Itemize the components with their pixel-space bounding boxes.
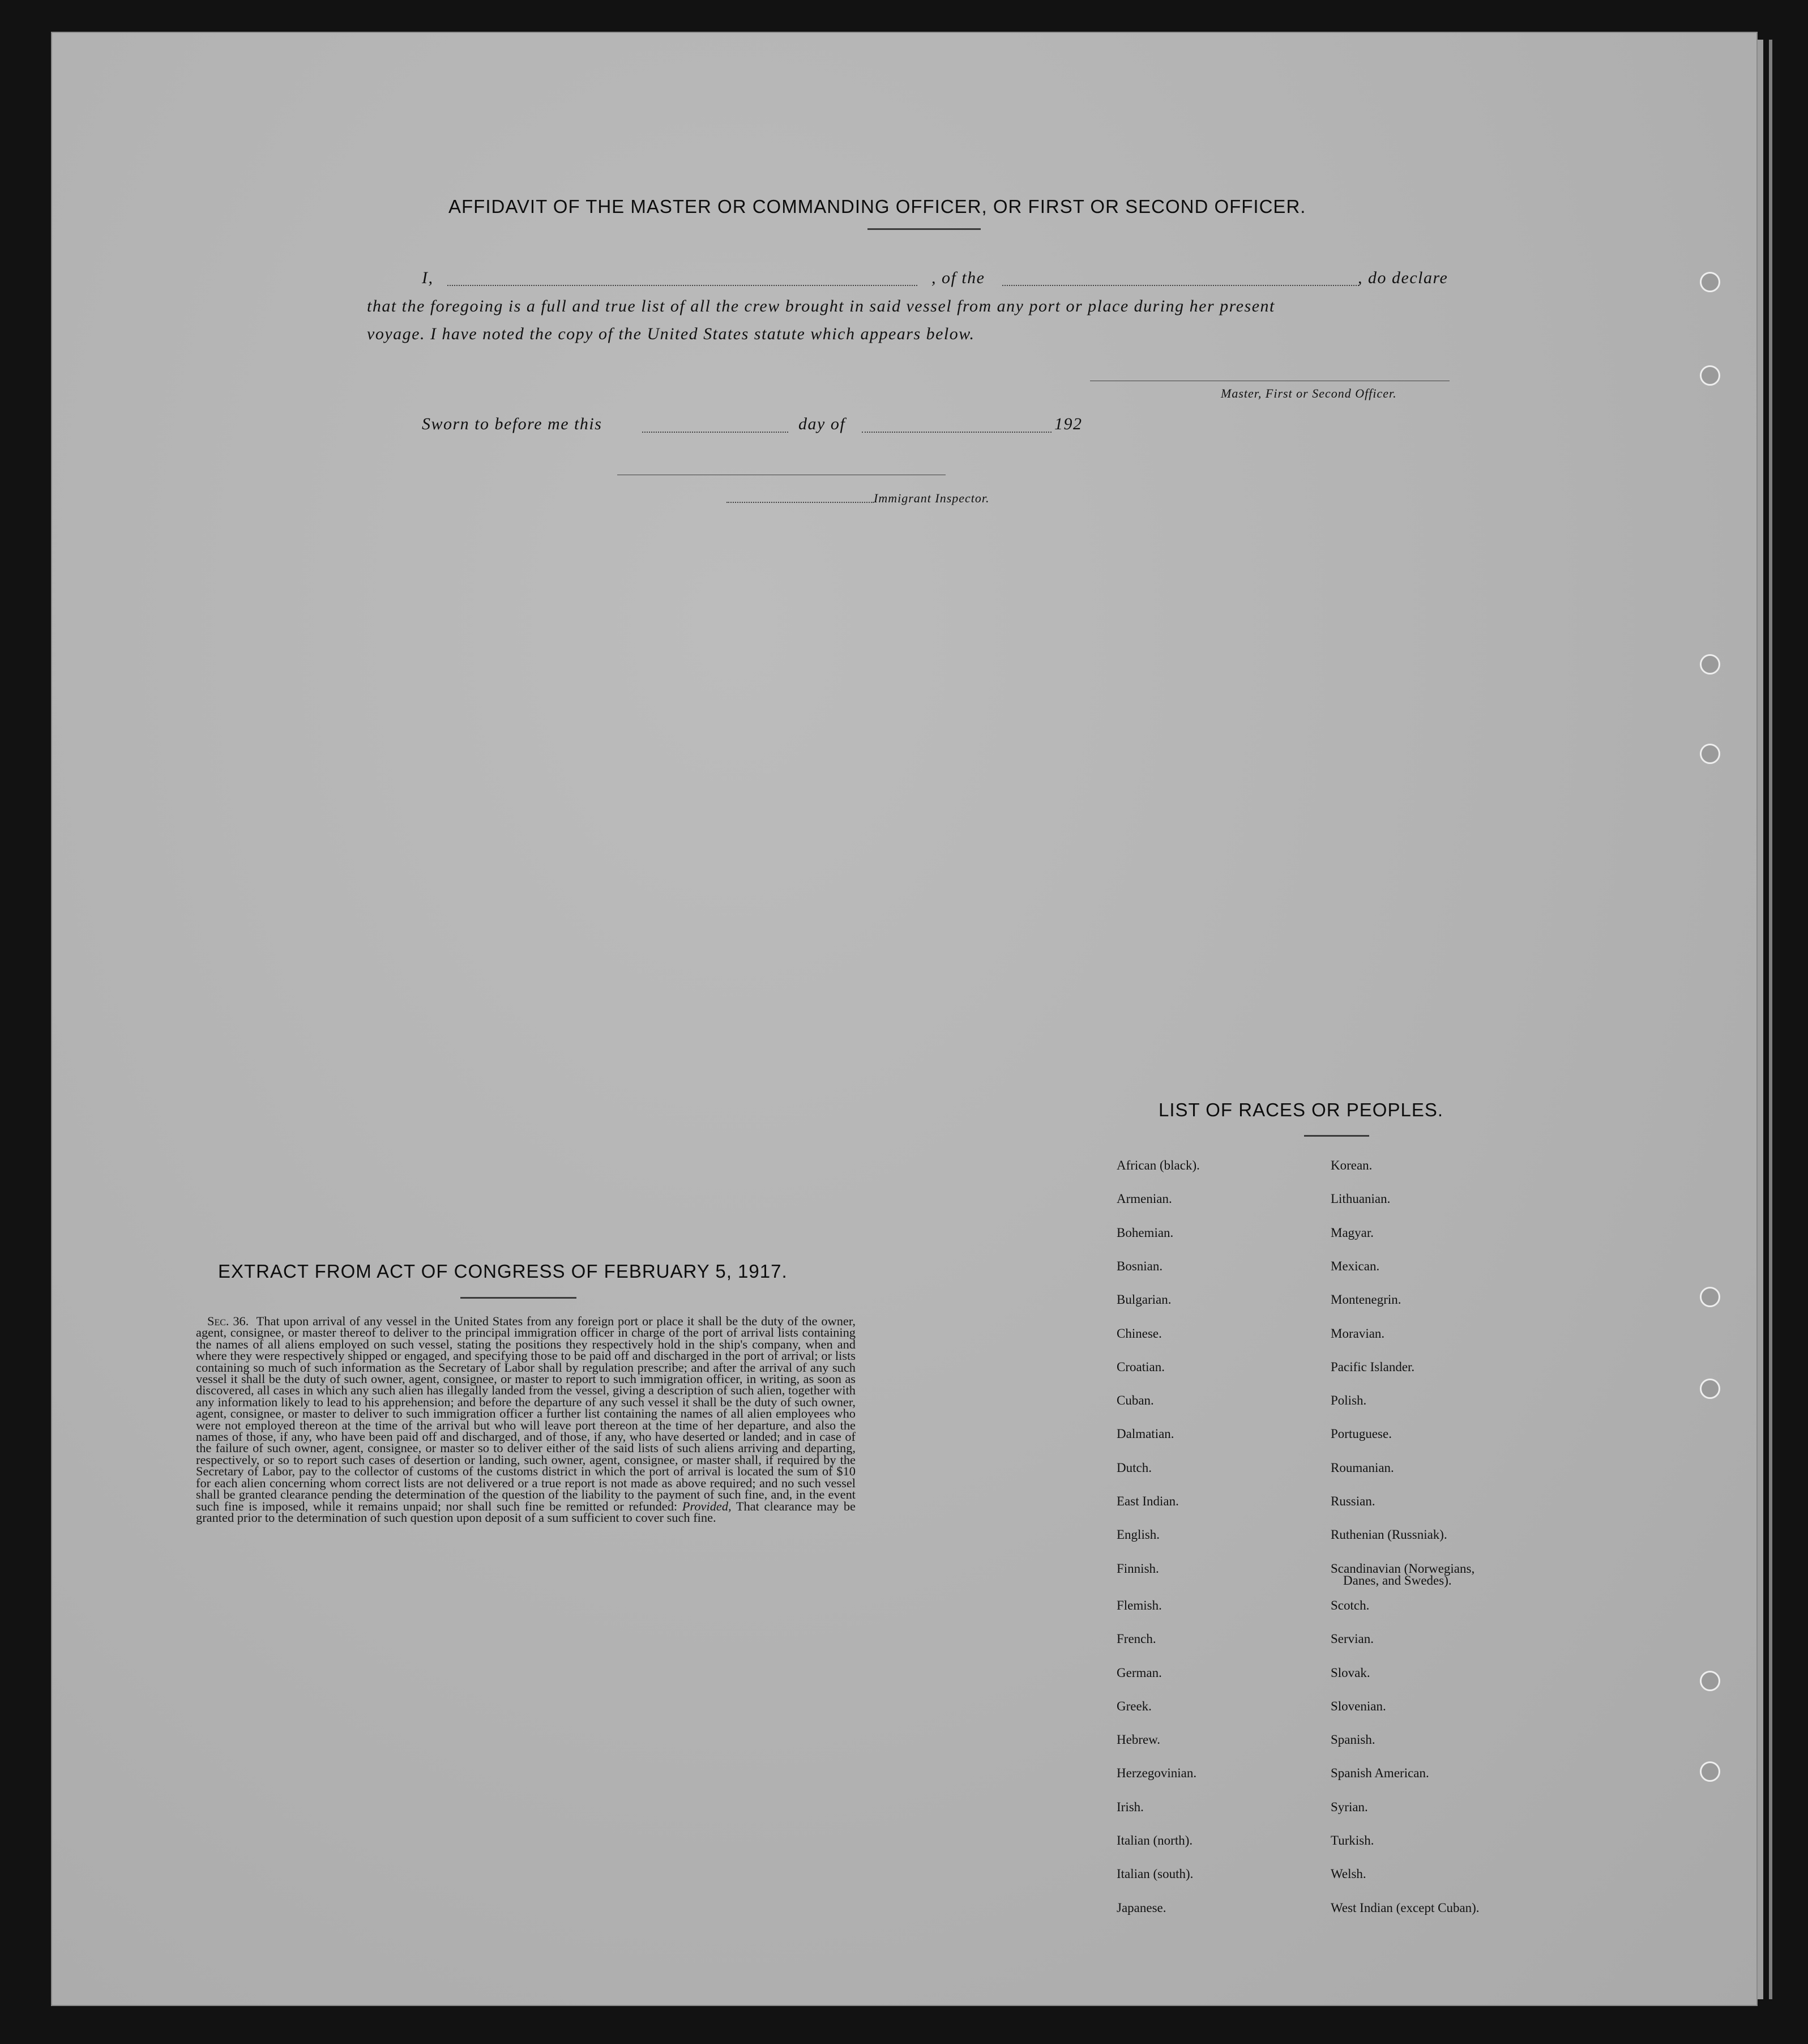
affidavit-line-2: that the foregoing is a full and true list of all the crew brought in said vessel from any port or place during her present bbox=[367, 297, 1275, 315]
race-item: Herzegovinian. bbox=[1117, 1766, 1197, 1781]
affidavit-do-declare: , do declare bbox=[1358, 268, 1448, 287]
binder-hole bbox=[1700, 744, 1720, 764]
binder-hole bbox=[1700, 1671, 1720, 1691]
extract-provided: Provided, bbox=[682, 1499, 732, 1513]
day-blank bbox=[642, 432, 788, 433]
race-item: Ruthenian (Russniak). bbox=[1331, 1527, 1447, 1542]
race-item: Flemish. bbox=[1117, 1598, 1162, 1612]
race-item: Montenegrin. bbox=[1331, 1292, 1401, 1307]
binder-hole bbox=[1700, 1761, 1720, 1782]
race-item: Slovak. bbox=[1331, 1665, 1370, 1680]
race-item: Slovenian. bbox=[1331, 1699, 1386, 1713]
race-item: Bohemian. bbox=[1117, 1225, 1174, 1240]
race-item: Italian (south). bbox=[1117, 1867, 1194, 1881]
race-item: Syrian. bbox=[1331, 1799, 1368, 1814]
binder-hole bbox=[1700, 365, 1720, 386]
race-item: Welsh. bbox=[1331, 1867, 1366, 1881]
section-label: Sec. 36. bbox=[207, 1314, 249, 1328]
sworn-day-of: day of bbox=[798, 415, 846, 433]
race-item: Spanish. bbox=[1331, 1733, 1375, 1747]
binder-hole bbox=[1700, 654, 1720, 675]
inspector-blank bbox=[726, 502, 874, 503]
race-item: Turkish. bbox=[1331, 1833, 1374, 1847]
race-item: African (black). bbox=[1117, 1158, 1200, 1172]
name-blank bbox=[447, 285, 917, 286]
race-item: Servian. bbox=[1331, 1632, 1374, 1646]
race-item: Magyar. bbox=[1331, 1225, 1374, 1240]
race-item: West Indian (except Cuban). bbox=[1331, 1900, 1480, 1915]
race-item: Moravian. bbox=[1331, 1326, 1385, 1341]
races-divider bbox=[1304, 1135, 1369, 1137]
title-divider bbox=[867, 228, 981, 230]
race-item: English. bbox=[1117, 1527, 1160, 1542]
race-item: Mexican. bbox=[1331, 1258, 1380, 1273]
race-item: Portuguese. bbox=[1331, 1427, 1392, 1441]
race-item: Dutch. bbox=[1117, 1460, 1152, 1475]
extract-body bbox=[196, 1316, 856, 1524]
race-item: Chinese. bbox=[1117, 1326, 1162, 1341]
race-item: Japanese. bbox=[1117, 1900, 1166, 1915]
affidavit-title: AFFIDAVIT OF THE MASTER OR COMMANDING OFFICER, OR FIRST OR SECOND OFFICER. bbox=[448, 196, 1306, 217]
race-item: Cuban. bbox=[1117, 1393, 1154, 1408]
affidavit-line-i: I, bbox=[422, 268, 434, 287]
race-item: Bulgarian. bbox=[1117, 1292, 1172, 1307]
binder-hole bbox=[1700, 272, 1720, 292]
sworn-year: 192 bbox=[1054, 415, 1083, 433]
race-item: Bosnian. bbox=[1117, 1258, 1163, 1273]
race-item: Irish. bbox=[1117, 1799, 1144, 1814]
race-item: Polish. bbox=[1331, 1393, 1367, 1408]
affidavit-of-the: , of the bbox=[931, 268, 985, 287]
race-item: Finnish. bbox=[1117, 1561, 1159, 1576]
inspector-caption: Immigrant Inspector. bbox=[874, 491, 990, 505]
race-item: Danes, and Swedes). bbox=[1343, 1573, 1452, 1588]
race-item: Scotch. bbox=[1331, 1598, 1370, 1612]
race-item: Scandinavian (Norwegians, bbox=[1331, 1561, 1475, 1576]
extract-divider bbox=[460, 1297, 576, 1299]
race-item: Korean. bbox=[1331, 1158, 1373, 1172]
race-item: Pacific Islander. bbox=[1331, 1359, 1415, 1374]
races-title: LIST OF RACES OR PEOPLES. bbox=[1159, 1099, 1444, 1120]
month-blank bbox=[862, 432, 1052, 433]
extract-text-part2: That clearance may be granted prior to the determination of such question upon deposit of a sum sufficient to cover such fine. bbox=[196, 1499, 856, 1525]
race-item: Russian. bbox=[1331, 1494, 1375, 1508]
page-edge bbox=[1758, 40, 1763, 1999]
page-edge bbox=[1769, 40, 1772, 1999]
binder-hole bbox=[1700, 1287, 1720, 1307]
race-item: Croatian. bbox=[1117, 1359, 1165, 1374]
race-item: Italian (north). bbox=[1117, 1833, 1193, 1847]
race-item: German. bbox=[1117, 1665, 1162, 1680]
race-item: Roumanian. bbox=[1331, 1460, 1394, 1475]
race-item: French. bbox=[1117, 1632, 1156, 1646]
extract-text-part1: That upon arrival of any vessel in the United States from any foreign port or place it shall be the duty of the owner, agent, consignee, or master thereof to deliver to the principal immigration officer in charge of the port of arrival lists containing the names of all aliens employed on such vessel, stating the positions they respectively hold in the ship's company, when and where they were respectively shipped or engaged, and specifying those to be paid off and discharged in the port of arrival; or lists containing so much of such information as the Secretary of Labor shall by regulation prescribe; and after the arrival of any such vessel it shall be the duty of such owner, agent, consignee, or master to report to such immigration officer, in writing, as soon as discovered, all cases in which any such alien has illegally landed from the vessel, giving a description of such alien, together with any information likely to lead to his apprehension; and before the departure of any such vessel it shall be the duty of such owner, agent, consignee, or master to deliver to such immigration officer a further list containing the names of all alien employees who were not employed thereon at the time of the arrival but who will leave port thereon at the time of her departure, and also the names of those, if any, who have been paid off and discharged, and of those, if any, who have deserted or landed; and in case of the failure of such owner, agent, consignee, or master so to deliver either of the said lists of such aliens arriving and departing, respectively, or so to report such cases of desertion or landing, such owner, agent, consignee, or master shall, if required by the Secretary of Labor, pay to the collector of customs of the customs district in which the port of arrival is located the sum of $10 for each alien concerning whom correct lists are not delivered or a true report is not made as above required; and no such vessel shall be granted clearance pending the determination of the question of the liability to the payment of such fine, and, in the event such fine is imposed, while it remains unpaid; nor shall such fine be remitted or refunded: bbox=[196, 1314, 856, 1513]
race-item: Greek. bbox=[1117, 1699, 1152, 1713]
race-item: Spanish American. bbox=[1331, 1766, 1429, 1781]
extract-title: EXTRACT FROM ACT OF CONGRESS OF FEBRUARY 5, 1917. bbox=[218, 1261, 788, 1282]
race-item: East Indian. bbox=[1117, 1494, 1179, 1508]
vessel-blank bbox=[1002, 285, 1359, 286]
affidavit-line-3: voyage. I have noted the copy of the United States statute which appears below. bbox=[367, 325, 975, 343]
sworn-prefix: Sworn to before me this bbox=[422, 415, 602, 433]
race-item: Lithuanian. bbox=[1331, 1192, 1391, 1206]
signature-caption: Master, First or Second Officer. bbox=[1221, 386, 1397, 400]
race-item: Dalmatian. bbox=[1117, 1427, 1174, 1441]
binder-hole bbox=[1700, 1379, 1720, 1399]
race-item: Hebrew. bbox=[1117, 1733, 1161, 1747]
race-item: Armenian. bbox=[1117, 1192, 1172, 1206]
